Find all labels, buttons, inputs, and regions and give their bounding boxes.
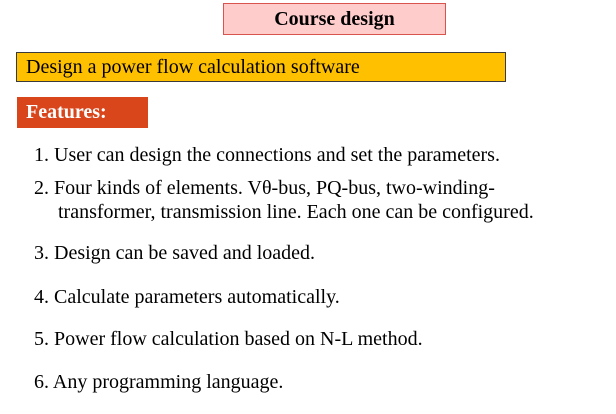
- features-label: Features:: [17, 97, 148, 128]
- list-item-text: 1. User can design the connections and set the parameters.: [34, 144, 500, 166]
- list-item-text: 3. Design can be saved and loaded.: [34, 242, 316, 264]
- page-title: Course design: [223, 3, 446, 35]
- list-item-text: 4. Calculate parameters automatically.: [34, 286, 340, 308]
- list-item-continuation: transformer, transmission line. Each one can be configured.: [58, 201, 534, 223]
- list-item: [34, 176, 534, 224]
- list-item: [34, 285, 340, 309]
- list-item-text: 2. Four kinds of elements. Vθ-bus, PQ-bus, two-winding-: [34, 177, 495, 199]
- list-item: [34, 241, 315, 265]
- list-item: [34, 370, 283, 394]
- list-item: [34, 143, 500, 167]
- list-item: [34, 327, 423, 351]
- list-item-text: 6. Any programming language.: [34, 371, 284, 393]
- subtitle-banner: Design a power flow calculation software: [16, 52, 506, 82]
- list-item-text: 5. Power flow calculation based on N-L method.: [34, 328, 423, 350]
